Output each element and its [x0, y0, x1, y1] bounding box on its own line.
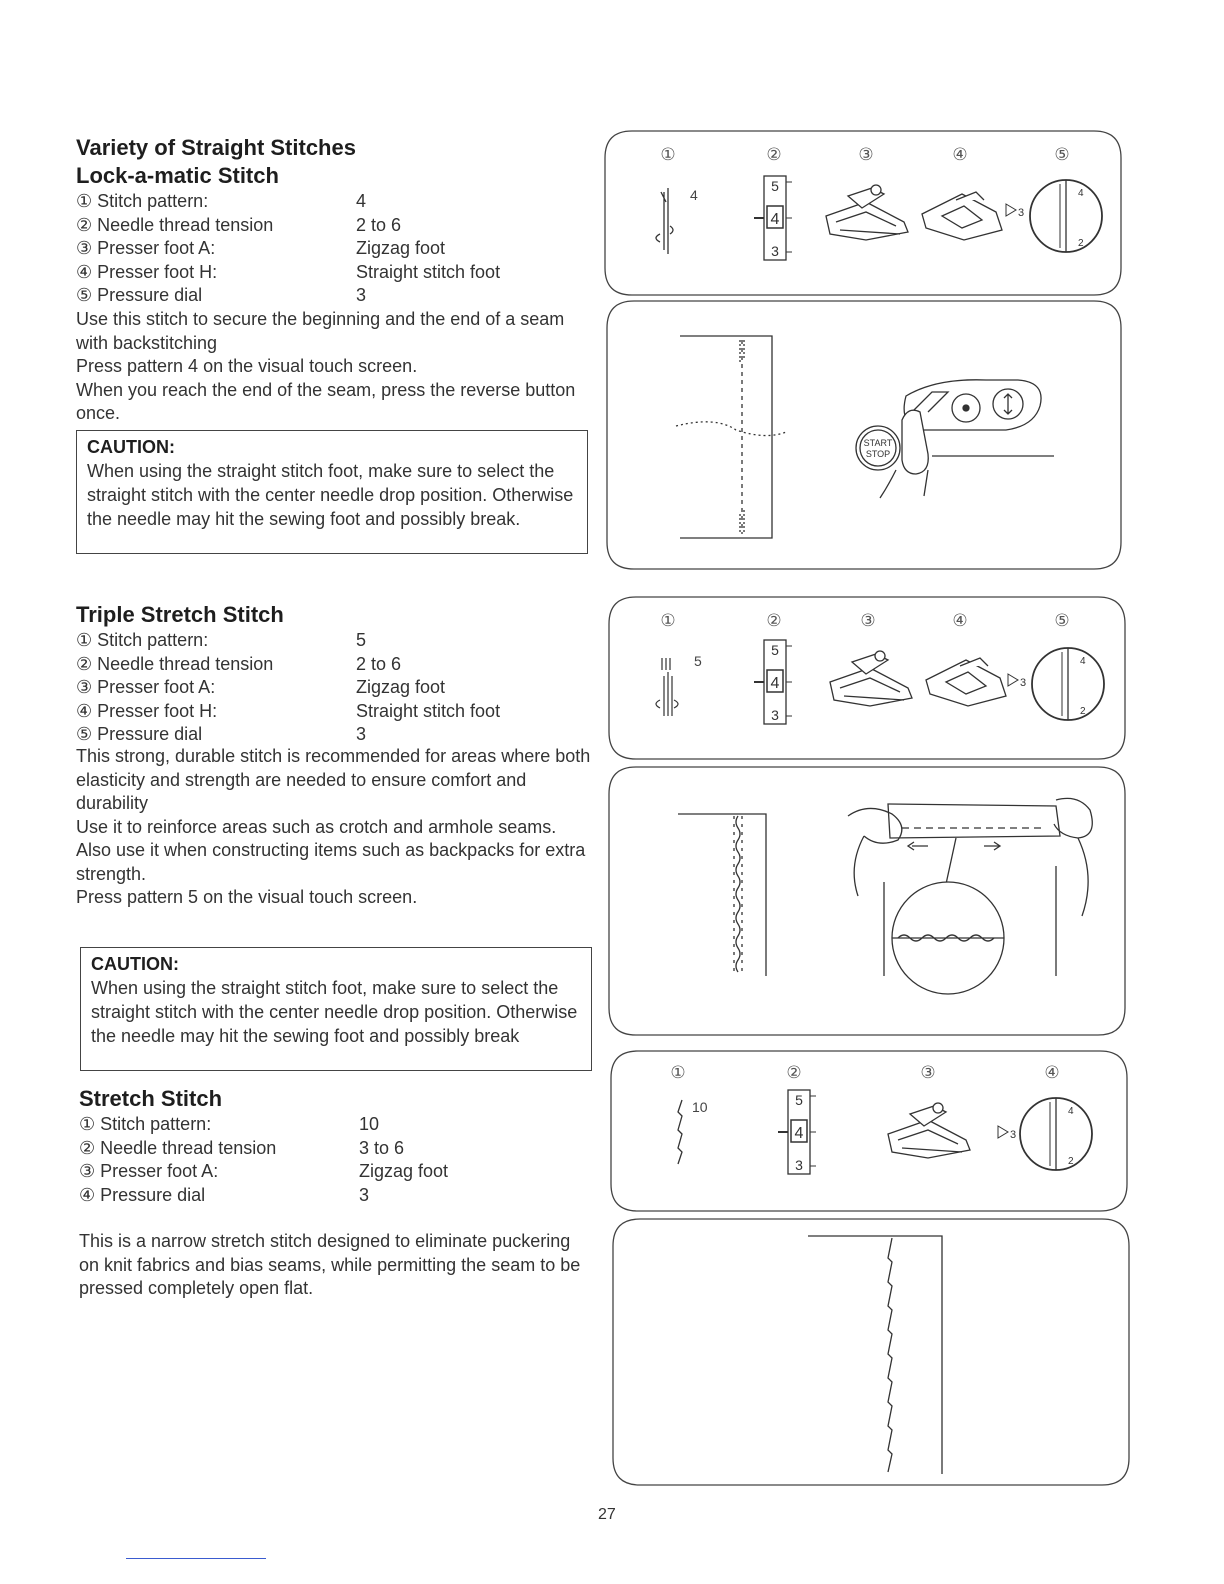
- spec-row: ② Needle thread tension 2 to 6: [76, 653, 402, 674]
- triple-specs: [76, 629, 500, 747]
- caution-text: When using the straight stitch foot, make sure to select the straight stitch with the center needle drop position. Otherwise the needle may hit the sewing foot and possibly break.: [87, 461, 574, 529]
- figure-number: ④: [952, 145, 968, 164]
- figure-number: ①: [660, 145, 676, 164]
- lockamatic-specs: [76, 190, 500, 308]
- figure-number: ⑤: [1054, 145, 1070, 164]
- svg-text:3: 3: [1020, 677, 1027, 689]
- figure-triple-seam: [608, 766, 1126, 1036]
- section-title-stretch: Stretch Stitch: [79, 1086, 223, 1111]
- svg-text:STOP: STOP: [865, 449, 891, 459]
- spec-row: ④ Presser foot H: Straight stitch foot: [76, 700, 501, 721]
- spec-row: ③ Presser foot A: Zigzag foot: [76, 238, 446, 258]
- fabric-illustration: [808, 1236, 942, 1474]
- figure-number: ②: [786, 1063, 802, 1082]
- zigzag-foot-icon: [888, 1103, 970, 1158]
- section-title-variety: Variety of Straight Stitches: [76, 135, 356, 160]
- spec-row: ③ Presser foot A: Zigzag foot: [79, 1161, 449, 1181]
- lockamatic-description: Use this stitch to secure the beginning and the end of a seam with backstitching Press pattern 4 on the visual touch screen. When you reach the end of the seam, press the reverse button once.: [76, 309, 576, 423]
- figure-lockamatic-seam: [606, 300, 1122, 570]
- pressure-dial-icon: [1006, 180, 1102, 252]
- footer-line: [126, 1558, 266, 1559]
- section-title-lockamatic: Lock-a-matic Stitch: [76, 163, 279, 188]
- svg-text:4: 4: [794, 1125, 804, 1142]
- caution-box-lockamatic: [76, 430, 588, 554]
- figure-number: ④: [952, 611, 968, 630]
- figure-number: ①: [670, 1063, 686, 1082]
- figure-number: ③: [858, 145, 874, 164]
- svg-text:4: 4: [1080, 656, 1086, 667]
- pattern-number: 10: [692, 1099, 708, 1115]
- tension-scale-icon: [754, 640, 792, 724]
- pressure-dial-icon: [998, 1098, 1092, 1170]
- spec-row: ② Needle thread tension 2 to 6: [76, 214, 402, 235]
- svg-text:2: 2: [1068, 1156, 1074, 1167]
- caution-text: When using the straight stitch foot, make sure to select the straight stitch with the center needle drop position. Otherwise the needle may hit the sewing foot and possibly break: [91, 978, 578, 1046]
- figure-number: ③: [920, 1063, 936, 1082]
- fabric-illustration: [678, 814, 766, 976]
- figure-stretch-settings: [610, 1050, 1128, 1212]
- pattern-number: 4: [690, 187, 698, 203]
- tension-scale-icon: [778, 1090, 816, 1174]
- svg-text:5: 5: [771, 642, 779, 658]
- straight-stitch-foot-icon: [922, 192, 1002, 240]
- spec-row: ③ Presser foot A: Zigzag foot: [76, 677, 446, 697]
- svg-text:4: 4: [770, 675, 780, 692]
- svg-text:5: 5: [771, 178, 779, 194]
- start-stop-label: START: [863, 438, 893, 448]
- spec-row: ④ Presser foot H: Straight stitch foot: [76, 261, 501, 282]
- spec-row: ① Stitch pattern: 10: [79, 1114, 380, 1134]
- figure-number: ②: [766, 611, 782, 630]
- figure-stretch-seam: [612, 1218, 1130, 1486]
- svg-text:4: 4: [770, 211, 780, 228]
- svg-text:3: 3: [771, 243, 779, 259]
- figure-number: ①: [660, 611, 676, 630]
- page-number: 27: [598, 1506, 616, 1523]
- triple-description: This strong, durable stitch is recommended for areas where both elasticity and strength are needed to ensure comfort and durability Use it to reinforce areas such as crotch and armhole seams. Also use it when constructing items such as backpacks for extra strength. Press pattern 5 on the visual touch screen.: [76, 746, 591, 907]
- svg-text:4: 4: [1078, 188, 1084, 199]
- svg-text:3: 3: [795, 1157, 803, 1173]
- spec-row: ① Stitch pattern: 4: [76, 191, 367, 211]
- caution-title: CAUTION:: [91, 954, 179, 974]
- figure-triple-settings: [608, 596, 1126, 760]
- stitch-pattern-icon: [656, 188, 673, 254]
- stitch-pattern-icon: [678, 1100, 682, 1164]
- stretch-specs: [79, 1113, 448, 1207]
- figure-number: ②: [766, 145, 782, 164]
- figure-number: ③: [860, 611, 876, 630]
- svg-text:3: 3: [1010, 1129, 1017, 1141]
- zigzag-foot-icon: [826, 185, 908, 240]
- svg-text:4: 4: [1068, 1106, 1074, 1117]
- svg-text:3: 3: [771, 707, 779, 723]
- stretch-description: This is a narrow stretch stitch designed to eliminate puckering on knit fabrics and bias seams, while permitting the seam to be pressed completely open flat.: [79, 1231, 581, 1298]
- fabric-illustration: [676, 336, 786, 538]
- svg-text:2: 2: [1080, 706, 1086, 717]
- spec-row: ② Needle thread tension 3 to 6: [79, 1137, 405, 1158]
- straight-stitch-foot-icon: [926, 658, 1006, 706]
- svg-text:3: 3: [1018, 207, 1025, 219]
- svg-text:2: 2: [1078, 238, 1084, 249]
- section-title-triple-stretch: Triple Stretch Stitch: [76, 602, 284, 627]
- pressure-dial-icon: [1008, 648, 1104, 720]
- figure-number: ④: [1044, 1063, 1060, 1082]
- spec-row: ⑤ Pressure dial 3: [76, 724, 367, 744]
- pattern-number: 5: [694, 653, 702, 669]
- caution-box-triple: [80, 947, 592, 1071]
- spec-row: ④ Pressure dial 3: [79, 1184, 370, 1205]
- hands-stretching-illustration: [848, 798, 1092, 994]
- svg-text:5: 5: [795, 1092, 803, 1108]
- zigzag-foot-icon: [830, 651, 912, 706]
- figure-lockamatic-settings: [604, 130, 1122, 296]
- caution-title: CAUTION:: [87, 437, 175, 457]
- stitch-pattern-icon: [656, 658, 678, 716]
- tension-scale-icon: [754, 176, 792, 260]
- figure-number: ⑤: [1054, 611, 1070, 630]
- spec-row: ① Stitch pattern: 5: [76, 630, 367, 650]
- spec-row: ⑤ Pressure dial 3: [76, 285, 367, 305]
